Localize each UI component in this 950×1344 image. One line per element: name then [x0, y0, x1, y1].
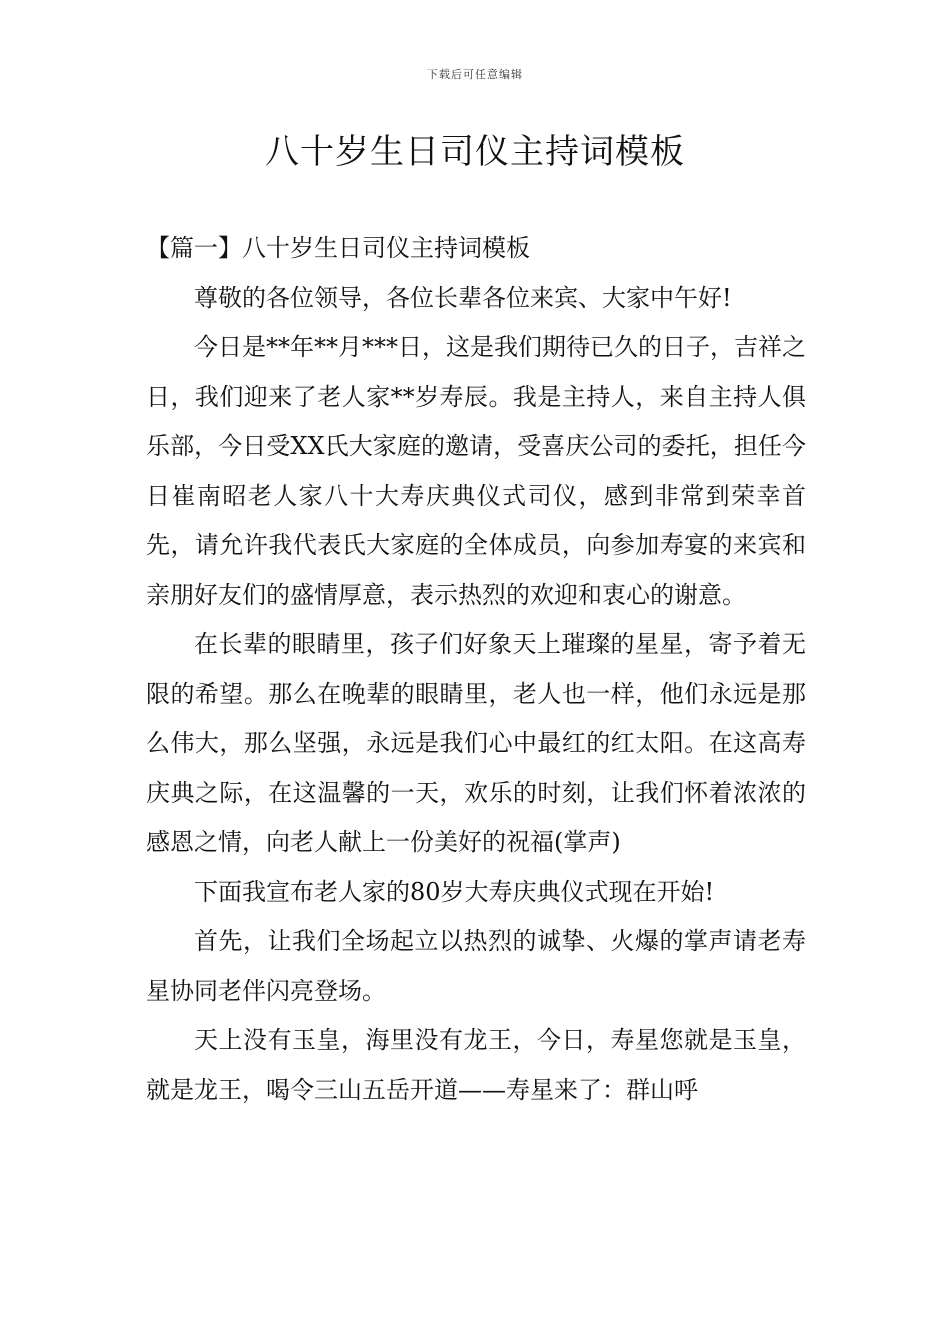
- document-body: [146, 224, 806, 1115]
- section-heading: 【篇一】八十岁生日司仪主持词模板: [146, 234, 530, 262]
- paragraph-greeting: 尊敬的各位领导，各位长辈各位来宾、大家中午好!: [194, 283, 732, 312]
- document-title: 八十岁生日司仪主持词模板: [265, 132, 685, 172]
- header-note: 下载后可任意编辑: [427, 68, 523, 81]
- paragraph-entrance: 首先，让我们全场起立以热烈的诚挚、火爆的掌声请老寿星协同老伴闪亮登场。: [146, 927, 806, 1005]
- paragraph-introduction: 今日是**年**月***日，这是我们期待已久的日子，吉祥之日，我们迎来了老人家**岁寿辰。我是主持人，来自主持人俱乐部，今日受XX氏大家庭的邀请，受喜庆公司的委托，担任今日崔南昭老人家八十大寿庆典仪式司仪，感到非常到荣幸首先，请允许我代表氏大家庭的全体成员，向参加寿宴的来宾和亲朋好友们的盛情厚意，表示热烈的欢迎和衷心的谢意。: [146, 333, 806, 609]
- paragraph-tribute: 天上没有玉皇，海里没有龙王，今日，寿星您就是玉皇，就是龙王，喝令三山五岳开道——寿星来了：群山呼: [146, 1026, 806, 1104]
- paragraph-blessing: 在长辈的眼睛里，孩子们好象天上璀璨的星星，寄予着无限的希望。那么在晚辈的眼睛里，老人也一样，他们永远是那么伟大，那么坚强，永远是我们心中最红的红太阳。在这高寿庆典之际，在这温馨的一天，欢乐的时刻，让我们怀着浓浓的感恩之情，向老人献上一份美好的祝福(掌声): [146, 630, 806, 856]
- paragraph-ceremony-start: 下面我宣布老人家的80岁大寿庆典仪式现在开始!: [194, 877, 715, 906]
